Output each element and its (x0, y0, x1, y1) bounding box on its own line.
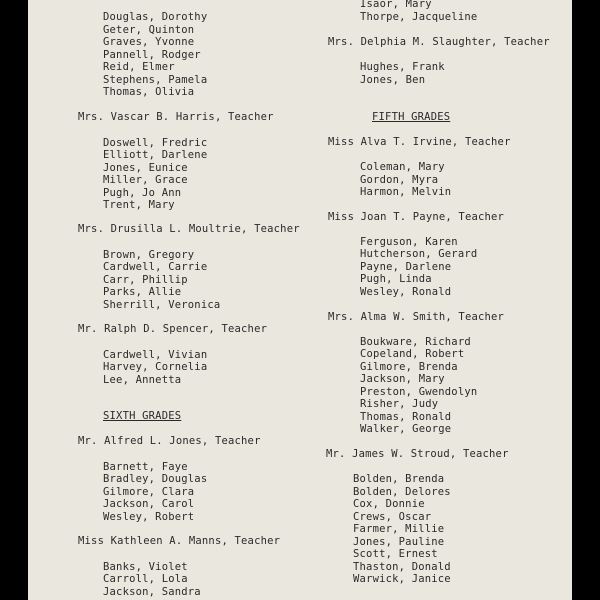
student-name: Warwick, Janice (353, 573, 451, 585)
student-name: Elliott, Darlene (103, 149, 208, 161)
student-name: Douglas, Dorothy (103, 11, 208, 23)
student-name: Cox, Donnie (353, 498, 425, 510)
student-name: Carroll, Lola (103, 573, 188, 585)
student-name: Farmer, Millie (353, 523, 445, 535)
student-name: Hughes, Frank (360, 61, 445, 73)
section-heading: FIFTH GRADES (372, 111, 451, 123)
student-name: Harvey, Cornelia (103, 361, 208, 373)
teacher-name: Mrs. Delphia M. Slaughter, Teacher (328, 36, 550, 48)
teacher-name: Mrs. Alma W. Smith, Teacher (328, 311, 505, 323)
student-name: Jackson, Carol (103, 498, 195, 510)
section-heading: SIXTH GRADES (103, 410, 182, 422)
student-name: Bolden, Delores (353, 486, 451, 498)
student-name: Trent, Mary (103, 199, 175, 211)
student-name: Banks, Violet (103, 561, 188, 573)
student-name: Gilmore, Brenda (360, 361, 458, 373)
teacher-name: Miss Kathleen A. Manns, Teacher (78, 535, 281, 547)
teacher-name: Miss Alva T. Irvine, Teacher (328, 136, 511, 148)
student-name: Pugh, Linda (360, 273, 432, 285)
student-name: Coleman, Mary (360, 161, 445, 173)
student-name: Pannell, Rodger (103, 49, 201, 61)
student-name: Hutcherson, Gerard (360, 248, 478, 260)
student-name: Parks, Allie (103, 286, 182, 298)
student-name: Walker, George (360, 423, 452, 435)
student-name: Crews, Oscar (353, 511, 432, 523)
student-name: Bradley, Douglas (103, 473, 208, 485)
student-name: Graves, Yvonne (103, 36, 195, 48)
student-name: Lee, Annetta (103, 374, 182, 386)
student-name: Pugh, Jo Ann (103, 187, 182, 199)
student-name: Thomas, Ronald (360, 411, 452, 423)
student-name: Preston, Gwendolyn (360, 386, 478, 398)
student-name: Scott, Ernest (353, 548, 438, 560)
student-name: Wesley, Robert (103, 511, 195, 523)
teacher-name: Mr. Ralph D. Spencer, Teacher (78, 323, 268, 335)
document-page (28, 0, 572, 600)
student-name: Ferguson, Karen (360, 236, 458, 248)
teacher-name: Mrs. Vascar B. Harris, Teacher (78, 111, 274, 123)
student-name: Jones, Eunice (103, 162, 188, 174)
student-name: Thorpe, Jacqueline (360, 11, 478, 23)
student-name: Brown, Gregory (103, 249, 195, 261)
student-name: Doswell, Fredric (103, 137, 208, 149)
student-name: Gilmore, Clara (103, 486, 195, 498)
student-name: Thaston, Donald (353, 561, 451, 573)
student-name: Barnett, Faye (103, 461, 188, 473)
student-name: Miller, Grace (103, 174, 188, 186)
teacher-name: Mr. Alfred L. Jones, Teacher (78, 435, 261, 447)
student-name: Jones, Pauline (353, 536, 445, 548)
student-name: Bolden, Brenda (353, 473, 445, 485)
student-name: Geter, Quinton (103, 24, 195, 36)
student-name: Sherrill, Veronica (103, 299, 221, 311)
teacher-name: Mrs. Drusilla L. Moultrie, Teacher (78, 223, 300, 235)
student-name: Harmon, Melvin (360, 186, 452, 198)
student-name: Jackson, Mary (360, 373, 445, 385)
student-name: Payne, Darlene (360, 261, 452, 273)
student-name: Wesley, Ronald (360, 286, 452, 298)
student-name: Reid, Elmer (103, 61, 175, 73)
student-name: Cardwell, Carrie (103, 261, 208, 273)
student-name: Thomas, Olivia (103, 86, 195, 98)
student-name: Isaor, Mary (360, 0, 432, 10)
student-name: Gordon, Myra (360, 174, 439, 186)
teacher-name: Miss Joan T. Payne, Teacher (328, 211, 505, 223)
student-name: Jones, Ben (360, 74, 426, 86)
student-name: Stephens, Pamela (103, 74, 208, 86)
student-name: Cardwell, Vivian (103, 349, 208, 361)
student-name: Jackson, Sandra (103, 586, 201, 598)
student-name: Copeland, Robert (360, 348, 465, 360)
student-name: Risher, Judy (360, 398, 439, 410)
student-name: Carr, Phillip (103, 274, 188, 286)
student-name: Boukware, Richard (360, 336, 471, 348)
teacher-name: Mr. James W. Stroud, Teacher (326, 448, 509, 460)
